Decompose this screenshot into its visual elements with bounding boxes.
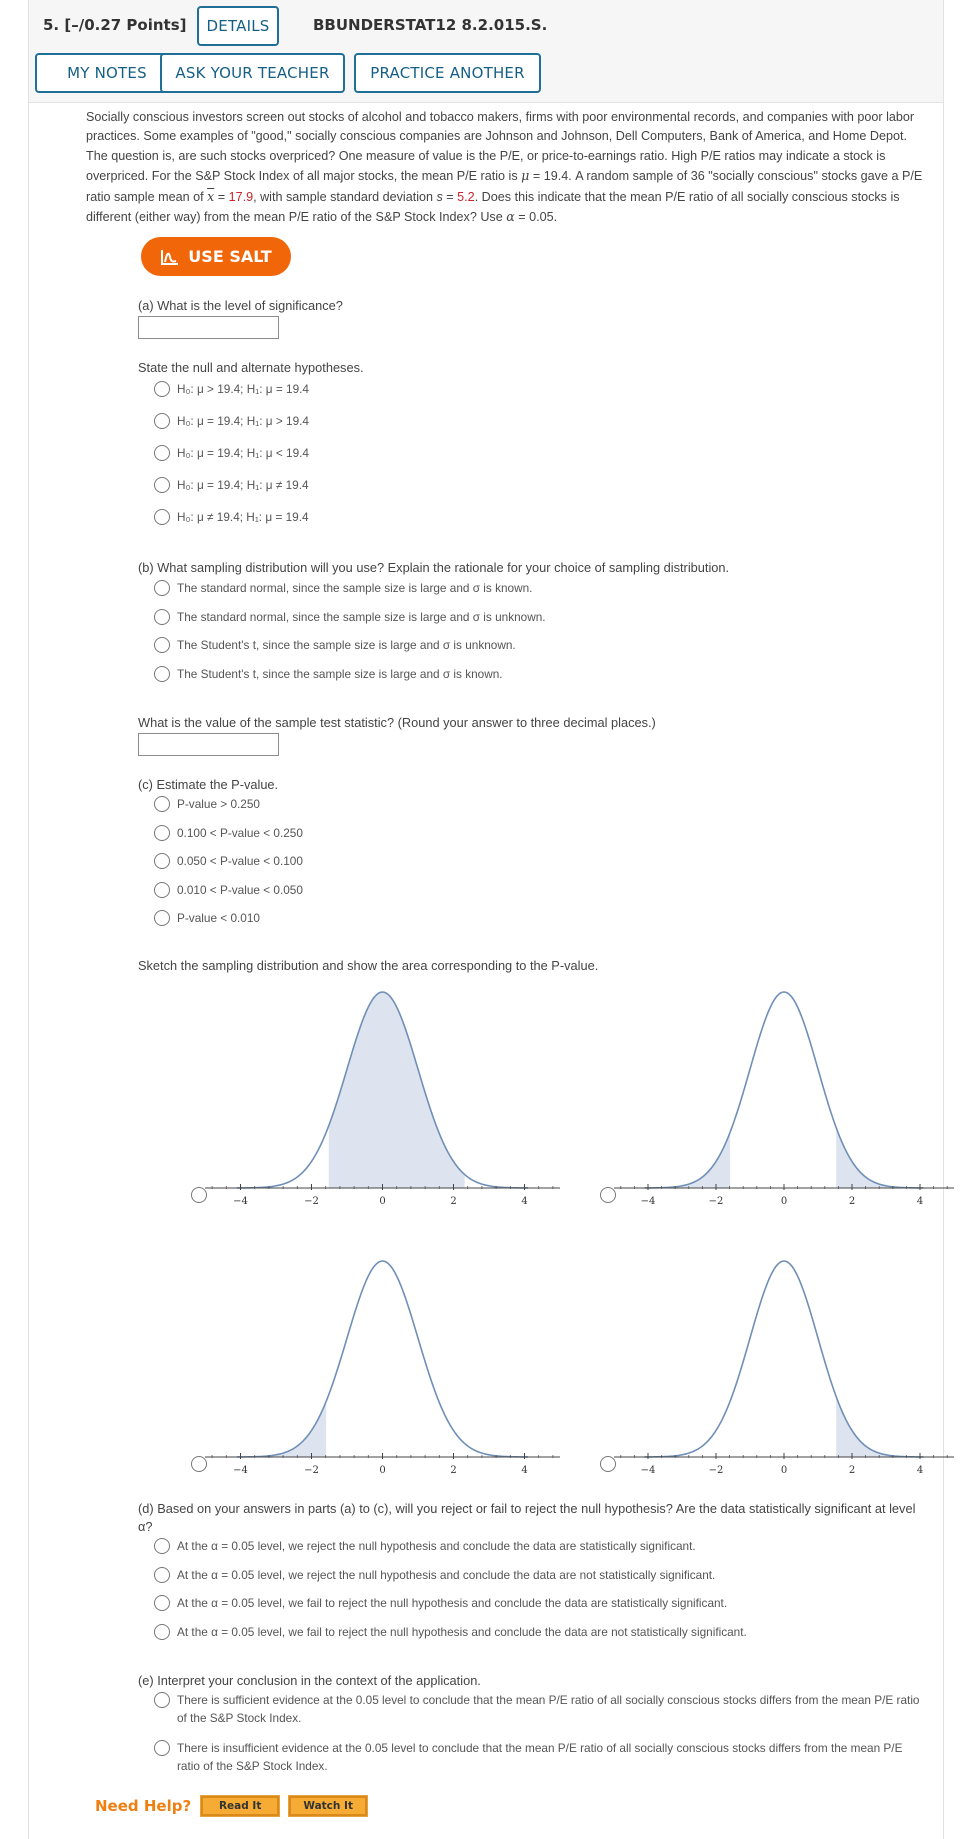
distribution-option[interactable]: The standard normal, since the sample size is large and σ is unknown.: [154, 609, 546, 625]
radio-button[interactable]: [154, 413, 170, 429]
test-statistic-input[interactable]: [138, 733, 279, 756]
tick-label: 4: [521, 1465, 528, 1474]
radio-button[interactable]: [154, 882, 170, 898]
tick-label: −4: [640, 1196, 656, 1205]
sample-sd-value: 5.2: [457, 189, 475, 204]
distribution-option[interactable]: The Student's t, since the sample size is large and σ is known.: [154, 666, 503, 682]
practice-another-button[interactable]: PRACTICE ANOTHER: [354, 53, 541, 93]
hypothesis-option[interactable]: H₀: μ = 19.4; H₁: μ > 19.4: [154, 413, 309, 429]
conclusion-option[interactable]: At the α = 0.05 level, we fail to reject the null hypothesis and conclude the data are not statistically significant.: [154, 1624, 747, 1640]
part-d-prompt: (d) Based on your answers in parts (a) to (c), will you reject or fail to reject the null hypothesis? Are the data statistically significant at level α?: [138, 1501, 916, 1534]
pvalue-option[interactable]: P-value < 0.010: [154, 910, 260, 926]
radio-button[interactable]: [154, 580, 170, 596]
pvalue-option[interactable]: P-value > 0.250: [154, 796, 260, 812]
question-code: BBUNDERSTAT12 8.2.015.S.: [313, 16, 548, 34]
tick-label: 0: [379, 1196, 386, 1205]
read-it-button[interactable]: Read It: [201, 1796, 279, 1816]
radio-button[interactable]: [154, 910, 170, 926]
question-header: [28, 0, 944, 103]
shaded-region: [837, 1129, 954, 1188]
radio-button[interactable]: [154, 796, 170, 812]
tick-label: −2: [304, 1465, 319, 1474]
radio-button[interactable]: [154, 445, 170, 461]
tick-label: 2: [450, 1196, 457, 1205]
tick-label: 0: [379, 1465, 386, 1474]
radio-button[interactable]: [154, 1740, 170, 1756]
part-c-prompt: (c) Estimate the P-value.: [138, 777, 279, 792]
tick-label: 4: [916, 1465, 924, 1474]
use-salt-label: USE SALT: [188, 247, 272, 266]
distribution-option[interactable]: The standard normal, since the sample size is large and σ is known.: [154, 580, 532, 596]
hypotheses-prompt: State the null and alternate hypotheses.: [138, 360, 364, 375]
conclusion-option[interactable]: At the α = 0.05 level, we reject the null hypothesis and conclude the data are not statistically significant.: [154, 1567, 715, 1583]
pvalue-option[interactable]: 0.010 < P-value < 0.050: [154, 882, 303, 898]
part-e-prompt: (e) Interpret your conclusion in the context of the application.: [138, 1673, 481, 1688]
pvalue-option[interactable]: 0.050 < P-value < 0.100: [154, 853, 303, 869]
hypothesis-option[interactable]: H₀: μ ≠ 19.4; H₁: μ = 19.4: [154, 509, 309, 525]
tick-label: 2: [848, 1196, 856, 1205]
part-b-prompt: (b) What sampling distribution will you use? Explain the rationale for your choice of sampling distribution.: [138, 560, 730, 575]
shaded-region: [329, 992, 464, 1188]
tick-label: 0: [780, 1196, 788, 1205]
need-help-label: Need Help?: [95, 1797, 192, 1815]
radio-button[interactable]: [154, 853, 170, 869]
watch-it-button[interactable]: Watch It: [289, 1796, 367, 1816]
question-points: 5. [–/0.27 Points]: [43, 16, 187, 34]
conclusion-option[interactable]: At the α = 0.05 level, we fail to reject the null hypothesis and conclude the data are statistically significant.: [154, 1595, 727, 1611]
radio-button[interactable]: [154, 666, 170, 682]
sample-mean-value: 17.9: [228, 189, 254, 204]
distribution-graph-3: [205, 1244, 560, 1474]
radio-button[interactable]: [154, 825, 170, 841]
interpretation-option[interactable]: There is insufficient evidence at the 0.05 level to conclude that the mean P/E ratio of all socially conscious stocks differs from the mean P/E ratio of the S&P Stock Index.: [154, 1739, 924, 1775]
pvalue-option[interactable]: 0.100 < P-value < 0.250: [154, 825, 303, 841]
tick-label: −2: [304, 1196, 319, 1205]
interpretation-option[interactable]: There is sufficient evidence at the 0.05 level to conclude that the mean P/E ratio of all socially conscious stocks differs from the mean P/E ratio of the S&P Stock Index.: [154, 1691, 924, 1727]
my-notes-button[interactable]: MY NOTES: [35, 53, 179, 93]
part-a-prompt: (a) What is the level of significance?: [138, 298, 343, 313]
shaded-region: [837, 1398, 954, 1457]
question-stem: Socially conscious investors screen out stocks of alcohol and tobacco makers, firms with poor environmental records, and companies with poor labor practices. Some examples of "good," socially conscious companies are Johnson and Johnson, Dell Computers, Bank of America, and Home Depot. The question is, are such stocks overpriced? One measure of value is the P/E, or price-to-earnings ratio. High P/E ratios may indicate a stock is overpriced. For the S&P Stock Index of all major stocks, the mean P/E ratio is μ = 19.4. A random sample of 36 "socially conscious" stocks gave a P/E ratio sample mean of $\overline{x} = 17.9$, with sample standard deviation s = 5.2. Does this indicate that the mean P/E ratio of all socially conscious stocks is different (either way) from the mean P/E ratio of the S&P Stock Index? Use α = 0.05.: [86, 110, 923, 225]
normal-curve: [645, 992, 924, 1188]
tick-label: 2: [848, 1465, 856, 1474]
radio-button[interactable]: [154, 1595, 170, 1611]
shaded-region: [614, 1134, 730, 1189]
need-help-bar: [95, 1796, 367, 1816]
tick-label: 0: [780, 1465, 788, 1474]
normal-curve: [645, 1261, 924, 1457]
radio-button[interactable]: [154, 509, 170, 525]
tick-label: 4: [521, 1196, 528, 1205]
ask-teacher-button[interactable]: ASK YOUR TEACHER: [160, 53, 345, 93]
radio-button[interactable]: [154, 1567, 170, 1583]
hypothesis-option[interactable]: H₀: μ > 19.4; H₁: μ = 19.4: [154, 381, 309, 397]
radio-button[interactable]: [154, 381, 170, 397]
tick-label: −4: [233, 1465, 248, 1474]
use-salt-button[interactable]: [141, 237, 291, 276]
details-button[interactable]: DETAILS: [197, 6, 279, 46]
conclusion-option[interactable]: At the α = 0.05 level, we reject the null hypothesis and conclude the data are statistically significant.: [154, 1538, 696, 1554]
radio-button[interactable]: [154, 1692, 170, 1708]
tick-label: −2: [708, 1196, 724, 1205]
shaded-region: [205, 1403, 326, 1458]
radio-button[interactable]: [154, 1538, 170, 1554]
tick-label: 2: [450, 1465, 457, 1474]
distribution-graph-2: [614, 975, 954, 1205]
tick-label: 4: [916, 1196, 924, 1205]
radio-button[interactable]: [154, 1624, 170, 1640]
radio-button[interactable]: [154, 477, 170, 493]
hypothesis-option[interactable]: H₀: μ = 19.4; H₁: μ ≠ 19.4: [154, 477, 309, 493]
sketch-prompt: Sketch the sampling distribution and show the area corresponding to the P-value.: [138, 958, 599, 973]
test-statistic-prompt: What is the value of the sample test statistic? (Round your answer to three decimal places.): [138, 715, 656, 730]
distribution-graph-4: [614, 1244, 954, 1474]
salt-chart-icon: [160, 248, 180, 266]
tick-label: −4: [233, 1196, 248, 1205]
normal-curve: [237, 1261, 528, 1457]
radio-button[interactable]: [154, 609, 170, 625]
radio-button[interactable]: [154, 637, 170, 653]
distribution-option[interactable]: The Student's t, since the sample size is large and σ is unknown.: [154, 637, 516, 653]
distribution-graph-1: [205, 975, 560, 1205]
tick-label: −2: [708, 1465, 724, 1474]
hypothesis-option[interactable]: H₀: μ = 19.4; H₁: μ < 19.4: [154, 445, 309, 461]
tick-label: −4: [640, 1465, 656, 1474]
significance-input[interactable]: [138, 316, 279, 339]
